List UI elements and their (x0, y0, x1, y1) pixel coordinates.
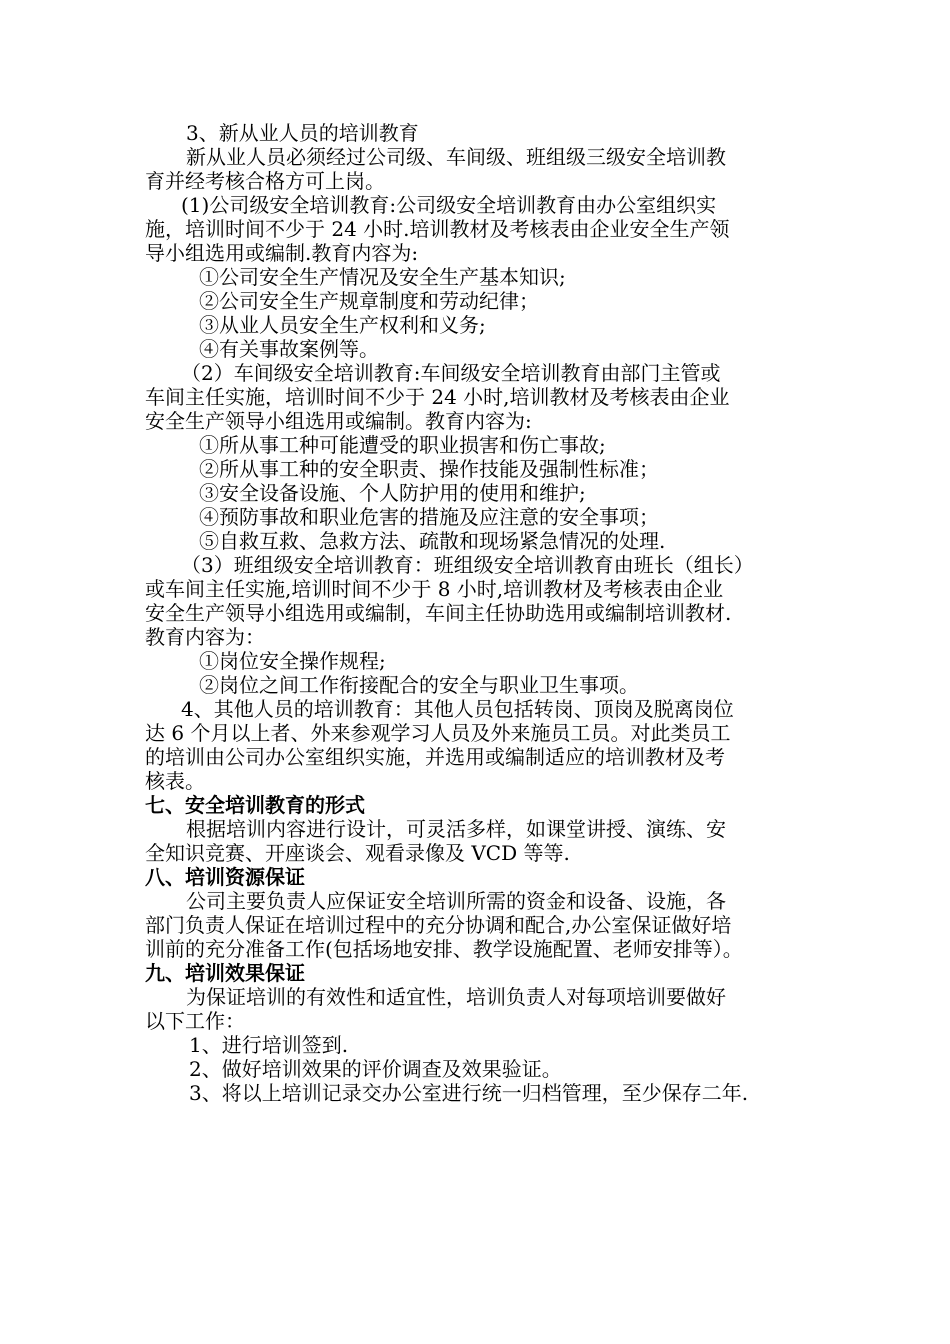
text-line: ②公司安全生产规章制度和劳动纪律； (199, 289, 539, 313)
section-heading: 九、培训效果保证 (145, 961, 305, 985)
text-line: 达 6 个月以上者、外来参观学习人员及外来施员工员。对此类员工 (145, 721, 731, 745)
text-line: ②所从事工种的安全职责、操作技能及强制性标准； (199, 457, 659, 481)
text-line: ④预防事故和职业危害的措施及应注意的安全事项； (199, 505, 659, 529)
text-line: 车间主任实施，培训时间不少于 24 小时,培训教材及考核表由企业 (145, 385, 730, 409)
text-line: 3、将以上培训记录交办公室进行统一归档管理，至少保存二年. (189, 1081, 749, 1105)
text-line: 3、新从业人员的培训教育 (186, 121, 419, 145)
section-heading: 八、培训资源保证 (145, 865, 305, 889)
text-line: ③从业人员安全生产权利和义务; (199, 313, 486, 337)
text-line: 公司主要负责人应保证安全培训所需的资金和设备、设施，各 (186, 889, 726, 913)
text-line: 或车间主任实施,培训时间不少于 8 小时,培训教材及考核表由企业 (145, 577, 724, 601)
text-line: ①所从事工种可能遭受的职业损害和伤亡事故; (199, 433, 606, 457)
text-line: ③安全设备设施、个人防护用的使用和维护; (199, 481, 586, 505)
text-line: 新从业人员必须经过公司级、车间级、班组级三级安全培训教 (186, 145, 726, 169)
text-line: 安全生产领导小组选用或编制，车间主任协助选用或编制培训教材. (145, 601, 732, 625)
text-line: ①岗位安全操作规程; (199, 649, 386, 673)
text-line: （3）班组级安全培训教育：班组级安全培训教育由班长（组长） (181, 553, 754, 577)
text-line: ②岗位之间工作衔接配合的安全与职业卫生事项。 (199, 673, 639, 697)
text-line: 4、其他人员的培训教育：其他人员包括转岗、顶岗及脱离岗位 (181, 697, 734, 721)
text-line: (1)公司级安全培训教育:公司级安全培训教育由办公室组织实 (181, 193, 717, 217)
text-line: （2）车间级安全培训教育:车间级安全培训教育由部门主管或 (181, 361, 721, 385)
text-line: ①公司安全生产情况及安全生产基本知识; (199, 265, 566, 289)
text-line: 1、进行培训签到. (189, 1033, 349, 1057)
text-line: 施，培训时间不少于 24 小时.培训教材及考核表由企业安全生产领 (145, 217, 730, 241)
text-line: 导小组选用或编制.教育内容为: (145, 241, 419, 265)
text-line: 为保证培训的有效性和适宜性，培训负责人对每项培训要做好 (186, 985, 726, 1009)
text-line: 育并经考核合格方可上岗。 (145, 169, 385, 193)
section-heading: 七、安全培训教育的形式 (145, 793, 365, 817)
text-line: 以下工作： (145, 1009, 245, 1033)
text-line: ④有关事故案例等。 (199, 337, 379, 361)
text-line: 教育内容为： (145, 625, 265, 649)
text-line: ⑤自救互救、急救方法、疏散和现场紧急情况的处理. (199, 529, 666, 553)
text-line: 根据培训内容进行设计，可灵活多样，如课堂讲授、演练、安 (186, 817, 726, 841)
text-line: 2、做好培训效果的评价调查及效果验证。 (189, 1057, 562, 1081)
text-line: 核表。 (145, 769, 205, 793)
text-line: 训前的充分准备工作(包括场地安排、教学设施配置、老师安排等）。 (145, 937, 743, 961)
text-line: 部门负责人保证在培训过程中的充分协调和配合,办公室保证做好培 (145, 913, 732, 937)
text-line: 的培训由公司办公室组织实施，并选用或编制适应的培训教材及考 (145, 745, 725, 769)
text-line: 全知识竞赛、开座谈会、观看录像及 VCD 等等. (145, 841, 570, 865)
document-page (145, 121, 813, 1105)
text-line: 安全生产领导小组选用或编制。教育内容为: (145, 409, 532, 433)
